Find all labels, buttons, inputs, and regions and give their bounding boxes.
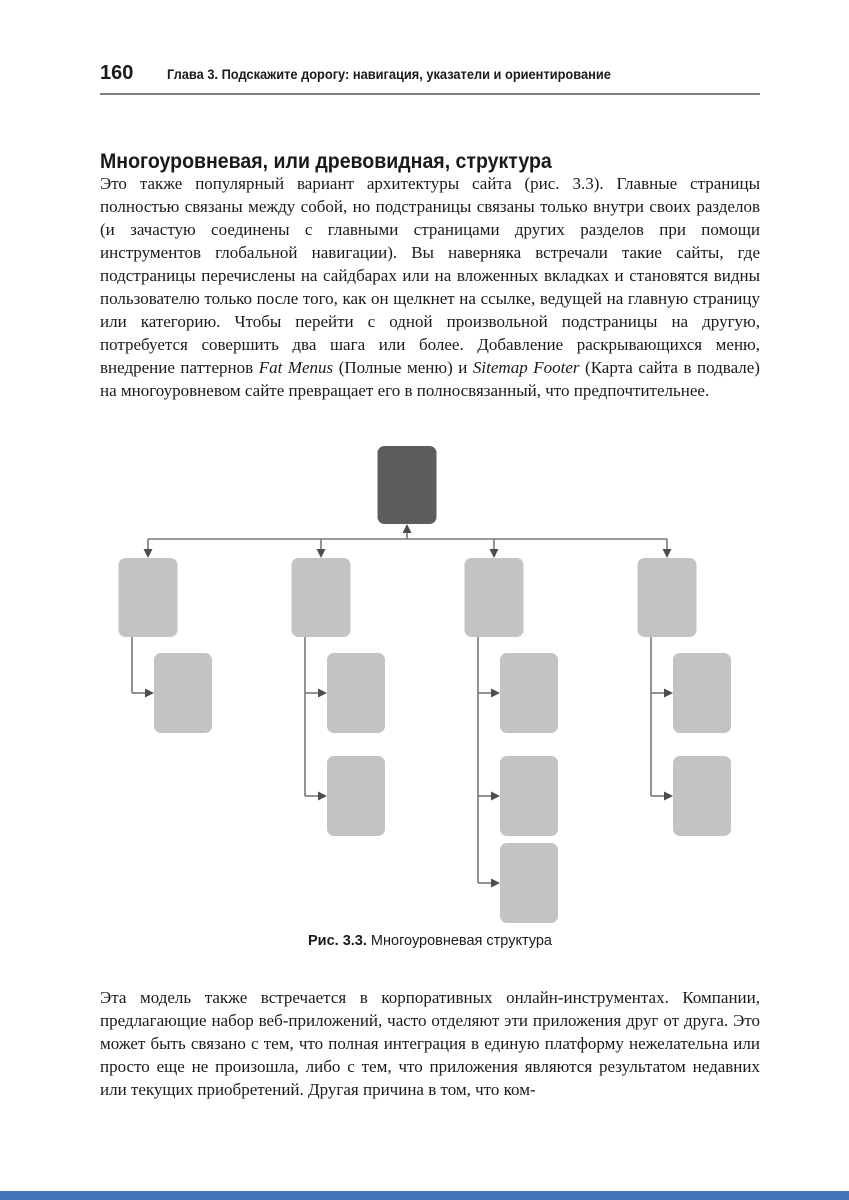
arrowhead-icon <box>144 549 153 558</box>
arrowhead-icon <box>664 689 673 698</box>
tree-diagram <box>0 435 849 935</box>
paragraph-text: (Полные меню) и <box>333 358 473 377</box>
section-node <box>119 558 178 637</box>
subpage-node <box>673 653 731 733</box>
paragraph-text: Это также популярный вариант архитектуры сайта (рис. 3.3). Главные страницы полностью связаны между собой, но подстраницы связаны только внутри своих разделов (и зачастую соединены с главными страницами других разделов при помощи инструментов глобальной навигации). Вы наверняка встречали такие сайты, где подстраницы перечислены на сайдбарах или на вложенных вкладках и становятся видны пользователю только после того, как он щелкнет на ссылке, ведущей на главную страницу или категорию. Чтобы перейти с одной произвольной подстраницы на другую, потребуется совершить два шага или более. Добавление раскрывающихся меню, внедрение паттернов <box>100 174 760 377</box>
section-heading: Многоуровневая, или древовидная, структура <box>100 150 552 174</box>
pattern-name-fat-menus: Fat Menus <box>258 358 334 377</box>
arrowhead-icon <box>490 549 499 558</box>
figure-caption-text: Многоуровневая структура <box>366 933 552 949</box>
footer-accent-bar <box>0 1191 849 1200</box>
arrowhead-icon <box>491 792 500 801</box>
figure-caption-label: Рис. 3.3. <box>307 933 367 949</box>
section-node <box>465 558 524 637</box>
arrowhead-icon <box>318 689 327 698</box>
arrowhead-icon <box>145 689 154 698</box>
chapter-running-title: Глава 3. Подскажите дорогу: навигация, указатели и ориентирование <box>167 67 612 82</box>
closing-paragraph: Эта модель также встречается в корпоративных онлайн-инструментах. Компании, предлагающие набор веб-приложений, часто отделяют эти приложения друг от друга. Это может быть связано с тем, что полная интеграция в единую платформу нежелательна или просто еще не произошла, либо с тем, что приложения являются результатом недавних или текущих приобретений. Другая причина в том, что ком- <box>100 988 760 1099</box>
arrowhead-icon <box>663 549 672 558</box>
header-rule <box>100 93 760 95</box>
section-node <box>638 558 697 637</box>
subpage-node <box>327 653 385 733</box>
pattern-name-sitemap-footer: Sitemap Footer <box>472 358 580 377</box>
arrowhead-icon <box>318 792 327 801</box>
section-node <box>292 558 351 637</box>
subpage-node <box>500 756 558 836</box>
arrowhead-icon <box>317 549 326 558</box>
subpage-node <box>327 756 385 836</box>
page-number: 160 <box>100 62 134 84</box>
subpage-node <box>500 653 558 733</box>
subpage-node <box>154 653 212 733</box>
intro-paragraph <box>100 172 760 402</box>
subpage-node <box>673 756 731 836</box>
arrowhead-icon <box>491 879 500 888</box>
arrowhead-icon <box>403 524 412 533</box>
arrowhead-icon <box>491 689 500 698</box>
paragraph-text: (Карта сайта в подвале) на многоуровневом сайте превращает его в полносвязанный, что предпочтительнее. <box>100 358 760 400</box>
figure-caption <box>100 933 760 949</box>
running-header <box>100 62 760 85</box>
root-node <box>378 446 437 524</box>
subpage-node <box>500 843 558 923</box>
arrowhead-icon <box>664 792 673 801</box>
